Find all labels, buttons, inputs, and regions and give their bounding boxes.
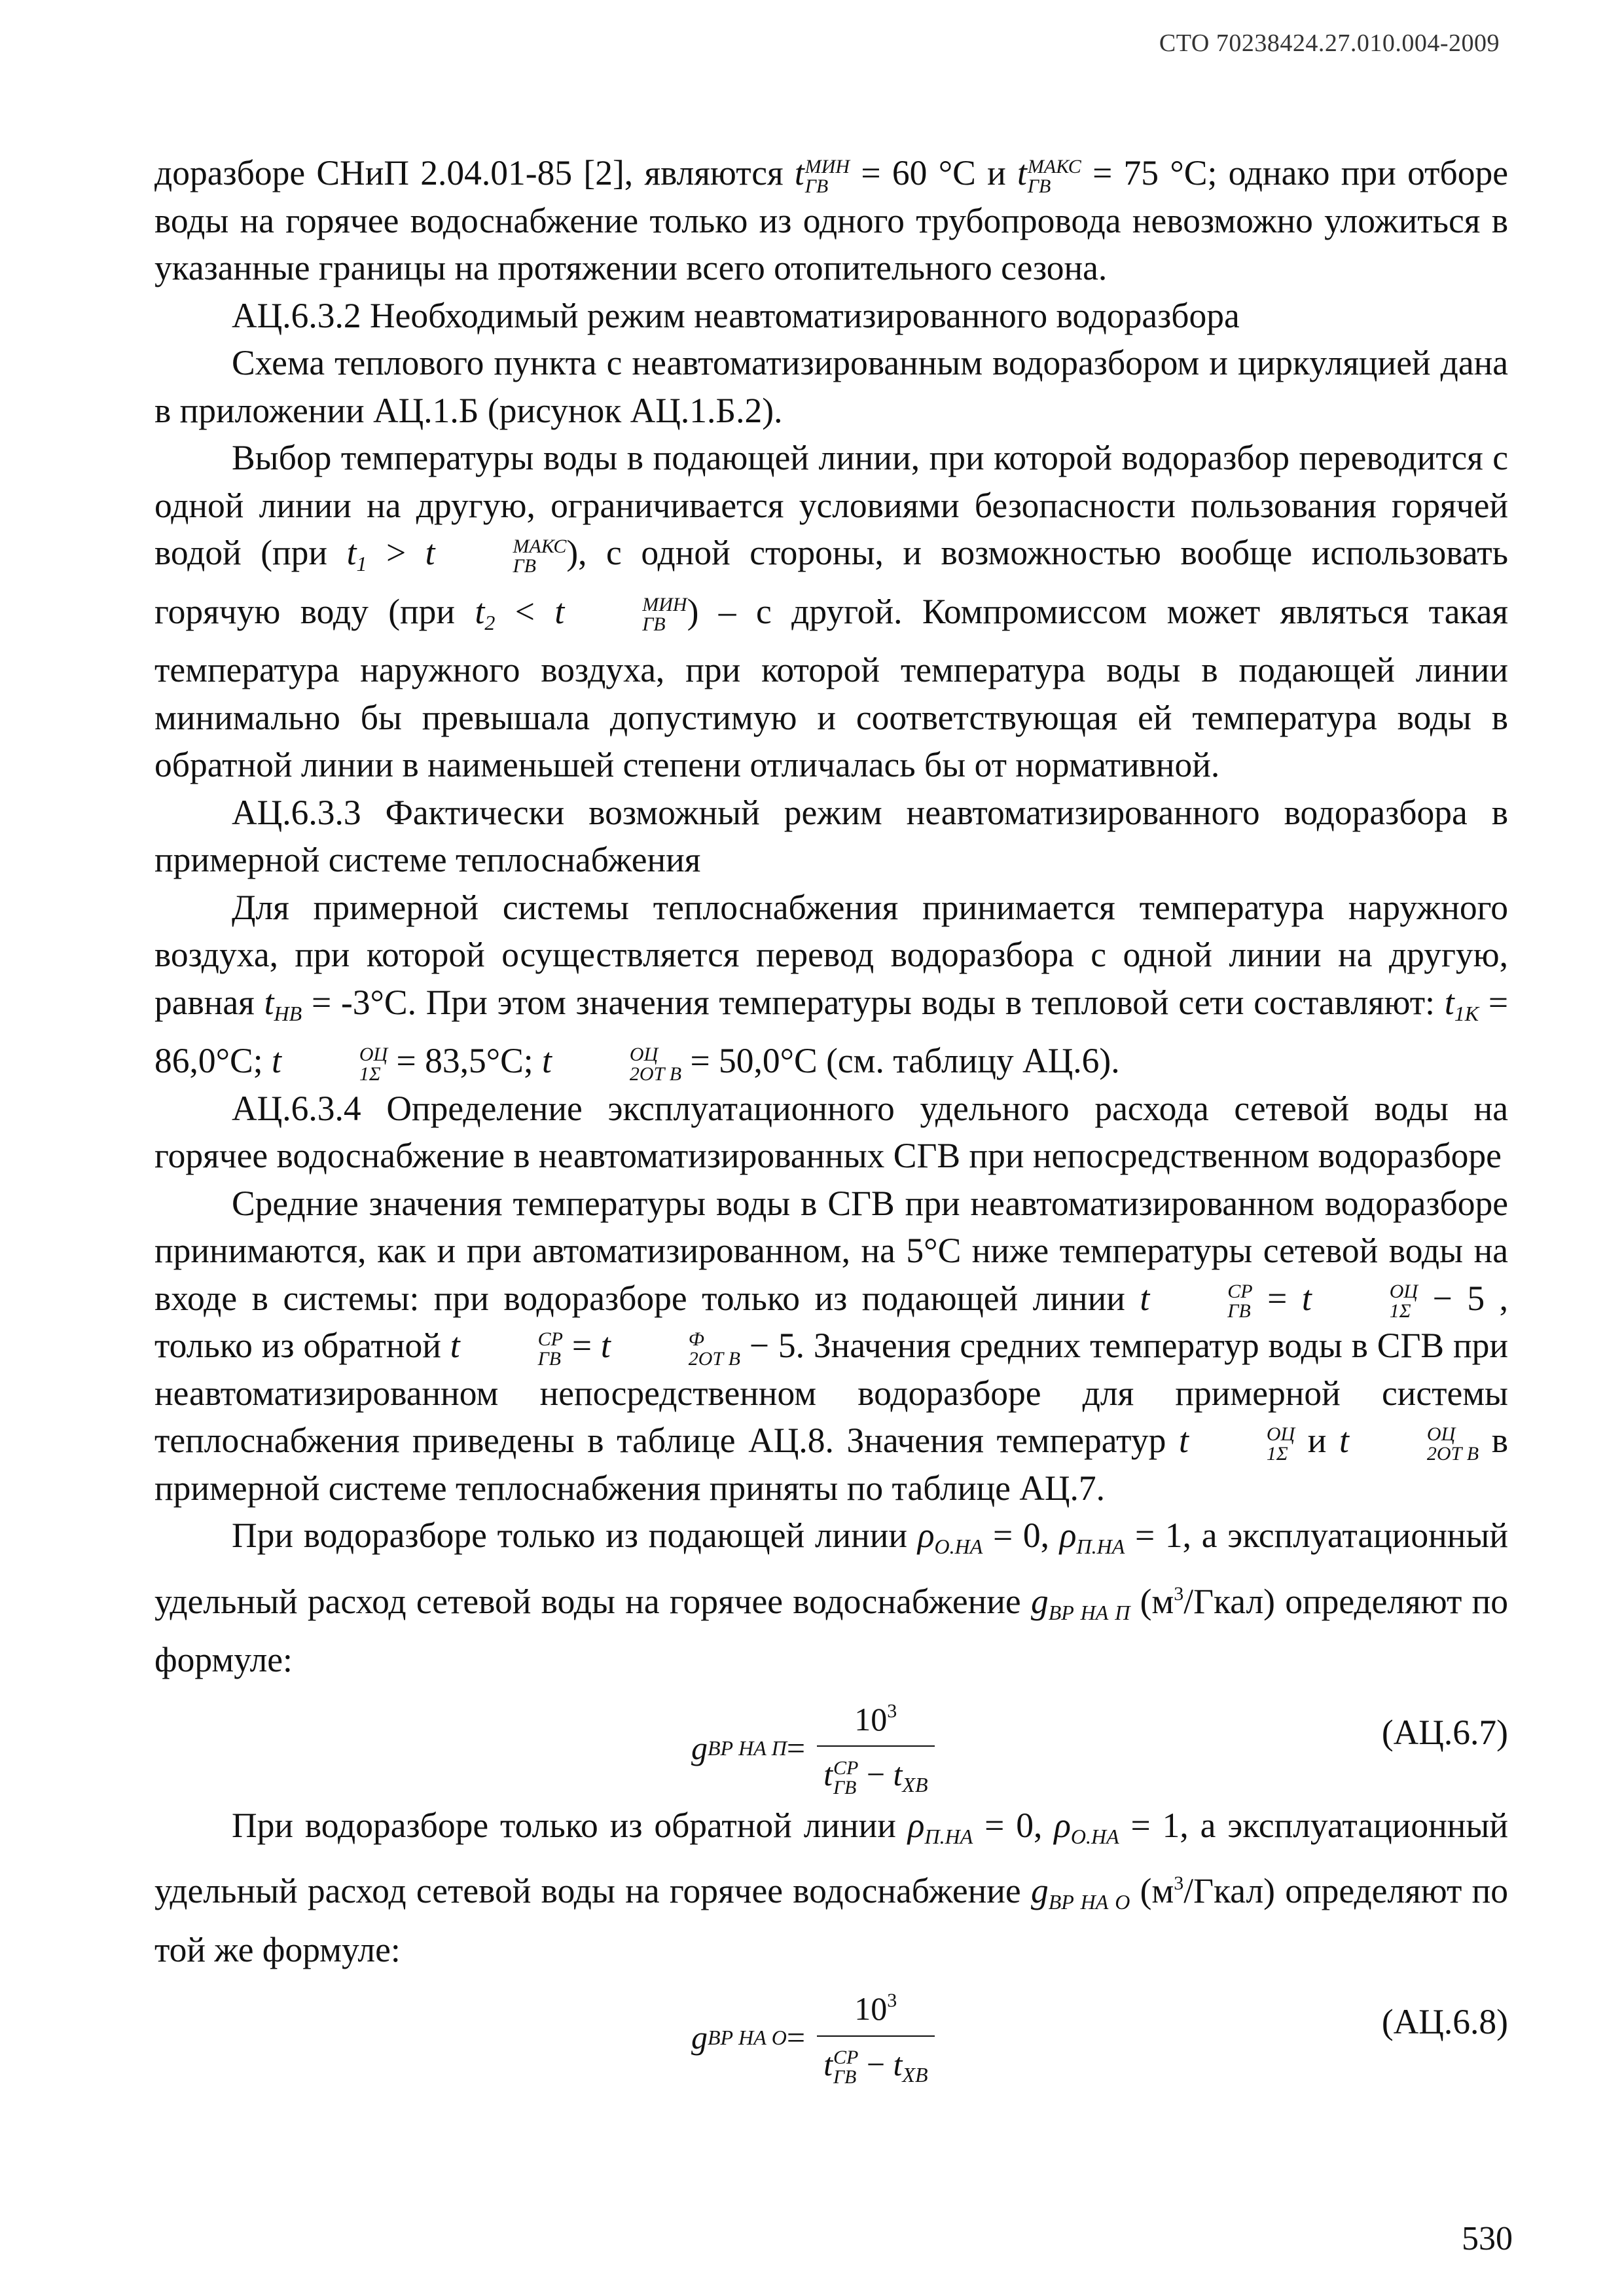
section-heading-6-3-2: АЦ.6.3.2 Необходимый режим неавтоматизированного водоразбора xyxy=(232,295,1240,335)
var: t xyxy=(475,591,485,631)
sup: МАКС xyxy=(1027,155,1081,177)
script xyxy=(833,2048,858,2087)
text: = xyxy=(562,1326,601,1365)
text: < xyxy=(495,591,555,631)
var: t xyxy=(425,533,435,572)
body-text xyxy=(154,149,1508,2091)
sup: 3 xyxy=(887,1990,897,2011)
sub: ХВ xyxy=(902,2062,928,2086)
document-code-header: СТО 70238424.27.010.004-2009 xyxy=(1159,29,1500,57)
text: . Значения средних температур воды в СГВ при неавтоматизированном непосредственном водоразборе для примерной системы теплоснабжения приведены в таблице АЦ.8. Значения температур xyxy=(154,1326,1508,1460)
text: = xyxy=(786,1729,806,1766)
script xyxy=(1028,157,1081,196)
text: ), с одной стороны, и возможностью вообще использовать горячую воду (при xyxy=(154,533,1508,631)
paragraph-average-temperatures xyxy=(154,1180,1508,1512)
sup: ОЦ xyxy=(629,1043,659,1065)
sub: ВР НА О xyxy=(1048,1890,1130,1914)
sup: МИН xyxy=(804,155,850,177)
var: g xyxy=(691,2019,708,2056)
script xyxy=(611,1330,740,1369)
sub: ГВ xyxy=(537,1347,561,1370)
var: t xyxy=(823,2045,833,2083)
sub: 2ОТ В xyxy=(1426,1442,1479,1465)
sup: СР xyxy=(1227,1281,1253,1303)
sup: ОЦ xyxy=(1426,1423,1456,1445)
text: доразборе СНиП 2.04.01-85 [2], являются xyxy=(154,153,795,192)
denominator xyxy=(817,1747,934,1809)
text: /Гкал) определяют по той же формуле: xyxy=(154,1871,1509,1969)
numerator xyxy=(848,1688,903,1746)
var: ρ xyxy=(1059,1516,1077,1555)
var: ρ xyxy=(907,1805,925,1845)
formula-body xyxy=(691,1977,935,2098)
sup: ОЦ xyxy=(1389,1281,1418,1303)
text: Выбор температуры воды в подающей линии, при которой водоразбор переводится с одной линии на другую, ограничивается условиями безопасности пользования горячей водой (при xyxy=(154,438,1508,572)
text: = 0, xyxy=(973,1805,1055,1845)
text: 10 xyxy=(854,1700,888,1738)
sub: ГВ xyxy=(513,555,536,577)
var: g xyxy=(1030,1871,1049,1910)
sup: Ф xyxy=(688,1328,704,1350)
denominator xyxy=(817,2037,934,2099)
text: = 86,0°С; xyxy=(154,982,1508,1080)
var: g xyxy=(1030,1581,1049,1621)
var: t xyxy=(893,1756,903,1793)
text: − 5 xyxy=(1418,1278,1485,1318)
var: t xyxy=(1017,153,1027,192)
text: = 1, а эксплуатационный удельный расход сетевой воды на горячее водоснабжение xyxy=(154,1805,1508,1910)
sub: ГВ xyxy=(1227,1300,1251,1322)
sub: 1К xyxy=(1454,1001,1479,1025)
sup: ОЦ xyxy=(359,1043,388,1065)
sup: СР xyxy=(537,1328,563,1350)
sup: МАКС xyxy=(513,535,567,557)
sub: П.НА xyxy=(1076,1535,1125,1558)
fraction xyxy=(817,1977,934,2098)
sub: 1 xyxy=(356,552,367,575)
sub: ГВ xyxy=(833,1776,857,1798)
text: − xyxy=(858,2045,893,2083)
text: Для примерной системы теплоснабжения принимается температура наружного воздуха, при которой осуществляется перевод водоразбора с одной линии на другую, равная xyxy=(154,887,1508,1022)
formula-6-8 xyxy=(154,1977,1508,2088)
text: /Гкал) определяют по формуле: xyxy=(154,1581,1509,1679)
script xyxy=(1312,1282,1418,1321)
sup: СР xyxy=(833,1757,859,1779)
var: t xyxy=(1140,1278,1150,1318)
numerator xyxy=(848,1977,903,2035)
var: t xyxy=(893,2045,903,2083)
sub: О.НА xyxy=(1070,1824,1119,1848)
var: t xyxy=(794,153,804,192)
text: = 1, а эксплуатационный удельный расход сетевой воды на горячее водоснабжение xyxy=(154,1516,1508,1621)
paragraph-scheme: Схема теплового пункта с неавтоматизированным водоразбором и циркуляцией дана в приложении АЦ.1.Б (рисунок АЦ.1.Б.2). xyxy=(154,343,1508,430)
text: При водоразборе только из подающей линии xyxy=(232,1516,918,1555)
sub: О.НА xyxy=(934,1535,983,1558)
sub: 1Σ xyxy=(359,1063,381,1085)
text: = 83,5°С; xyxy=(388,1041,543,1080)
text: (м xyxy=(1130,1581,1174,1621)
sup: СР xyxy=(833,2047,859,2069)
text: = xyxy=(1252,1278,1302,1318)
script xyxy=(833,1758,858,1798)
var: t xyxy=(1178,1421,1189,1460)
sub: ГВ xyxy=(804,175,829,197)
section-heading-6-3-3: АЦ.6.3.3 Фактически возможный режим неавтоматизированного водоразбора в примерной системе теплоснабжения xyxy=(154,792,1508,879)
sub: 2ОТ В xyxy=(629,1063,682,1085)
var: t xyxy=(542,1041,552,1080)
sup: 3 xyxy=(1174,1582,1184,1605)
text: = 0, xyxy=(983,1516,1060,1555)
sub: ВР НА П xyxy=(708,1736,787,1760)
text: (м xyxy=(1130,1871,1174,1910)
script xyxy=(805,157,850,196)
sub: ХВ xyxy=(902,1773,928,1796)
var: t xyxy=(1339,1421,1349,1460)
section-heading-6-3-4: АЦ.6.3.4 Определение эксплуатационного удельного расхода сетевой воды на горячее водоснабжение в неавтоматизированных СГВ при непосредственном водоразборе xyxy=(154,1088,1508,1175)
paragraph-supply-line xyxy=(154,1512,1508,1684)
paragraph-temperature-choice xyxy=(154,434,1508,789)
formula-6-7 xyxy=(154,1688,1508,1798)
text: = 50,0°С (см. таблицу АЦ.6). xyxy=(681,1041,1120,1080)
fraction xyxy=(817,1688,934,1809)
var: t xyxy=(823,1756,833,1793)
sub: 2ОТ В xyxy=(688,1347,740,1370)
script xyxy=(1350,1425,1479,1464)
var: ρ xyxy=(1054,1805,1071,1845)
text: = xyxy=(786,2019,806,2056)
formula-body xyxy=(691,1688,935,1809)
sub: 1Σ xyxy=(1266,1442,1288,1465)
text: − 5 xyxy=(740,1326,796,1365)
text: При водоразборе только из обратной линии xyxy=(232,1805,908,1845)
script xyxy=(1189,1425,1295,1464)
var: ρ xyxy=(917,1516,935,1555)
text: , только из обратной xyxy=(154,1278,1508,1365)
equation-number: (АЦ.6.8) xyxy=(1381,2002,1508,2041)
sup: 3 xyxy=(887,1700,897,1722)
var: t xyxy=(554,591,565,631)
text: Средние значения температуры воды в СГВ при неавтоматизированном водоразборе принимаются, как и при автоматизированном, на 5°С ниже температуры сетевой воды на входе в системы: при водоразборе только из подающей линии xyxy=(154,1183,1508,1318)
sub: ГВ xyxy=(642,613,666,636)
sup: ОЦ xyxy=(1266,1423,1295,1445)
sub: П.НА xyxy=(924,1824,973,1848)
sub: ГВ xyxy=(1027,175,1051,197)
text: в примерной системе теплоснабжения приняты по таблице АЦ.7. xyxy=(154,1421,1508,1508)
paragraph-return-line xyxy=(154,1802,1508,1974)
var: t xyxy=(1444,982,1454,1022)
var: t xyxy=(600,1326,611,1365)
var: t xyxy=(450,1326,460,1365)
sub: ВР НА П xyxy=(1048,1600,1130,1624)
text: = 75 °С; однако при отборе воды на горячее водоснабжение только из одного трубопровода невозможно уложиться в указанные границы на протяжении всего отопительного сезона. xyxy=(154,153,1508,287)
text: и xyxy=(1295,1421,1340,1460)
paragraph-continuation xyxy=(154,149,1508,292)
text: > xyxy=(367,533,425,572)
text: 10 xyxy=(854,1990,888,2027)
script xyxy=(436,537,567,576)
sup: МИН xyxy=(642,594,687,616)
var: t xyxy=(346,533,357,572)
text: − xyxy=(858,1756,893,1793)
paragraph-outdoor-temperature xyxy=(154,884,1508,1085)
script xyxy=(282,1045,388,1084)
sub: 1Σ xyxy=(1389,1300,1411,1322)
sup: 3 xyxy=(1174,1872,1184,1894)
script xyxy=(565,595,687,634)
sub: ВР НА О xyxy=(708,2026,787,2050)
sub: 2 xyxy=(484,610,496,634)
var: t xyxy=(264,982,274,1022)
script xyxy=(552,1045,681,1084)
page-number: 530 xyxy=(1462,2220,1513,2257)
var: g xyxy=(691,1729,708,1766)
script xyxy=(1150,1282,1252,1321)
text: = -3°С. При этом значения температуры воды в тепловой сети составляют: xyxy=(302,982,1445,1022)
equation-number: (АЦ.6.7) xyxy=(1381,1712,1508,1752)
text: = 60 °С и xyxy=(850,153,1018,192)
var: t xyxy=(1301,1278,1312,1318)
script xyxy=(461,1330,563,1369)
sub: НВ xyxy=(274,1001,302,1025)
text: ) – с другой. Компромиссом может являться такая температура наружного воздуха, при которой температура воды в подающей линии минимально бы превышала допустимую и соответствующая ей температура воды в обратной линии в наименьшей степени отличалась бы от нормативной. xyxy=(154,591,1508,784)
sub: ГВ xyxy=(833,2066,857,2088)
var: t xyxy=(271,1041,281,1080)
